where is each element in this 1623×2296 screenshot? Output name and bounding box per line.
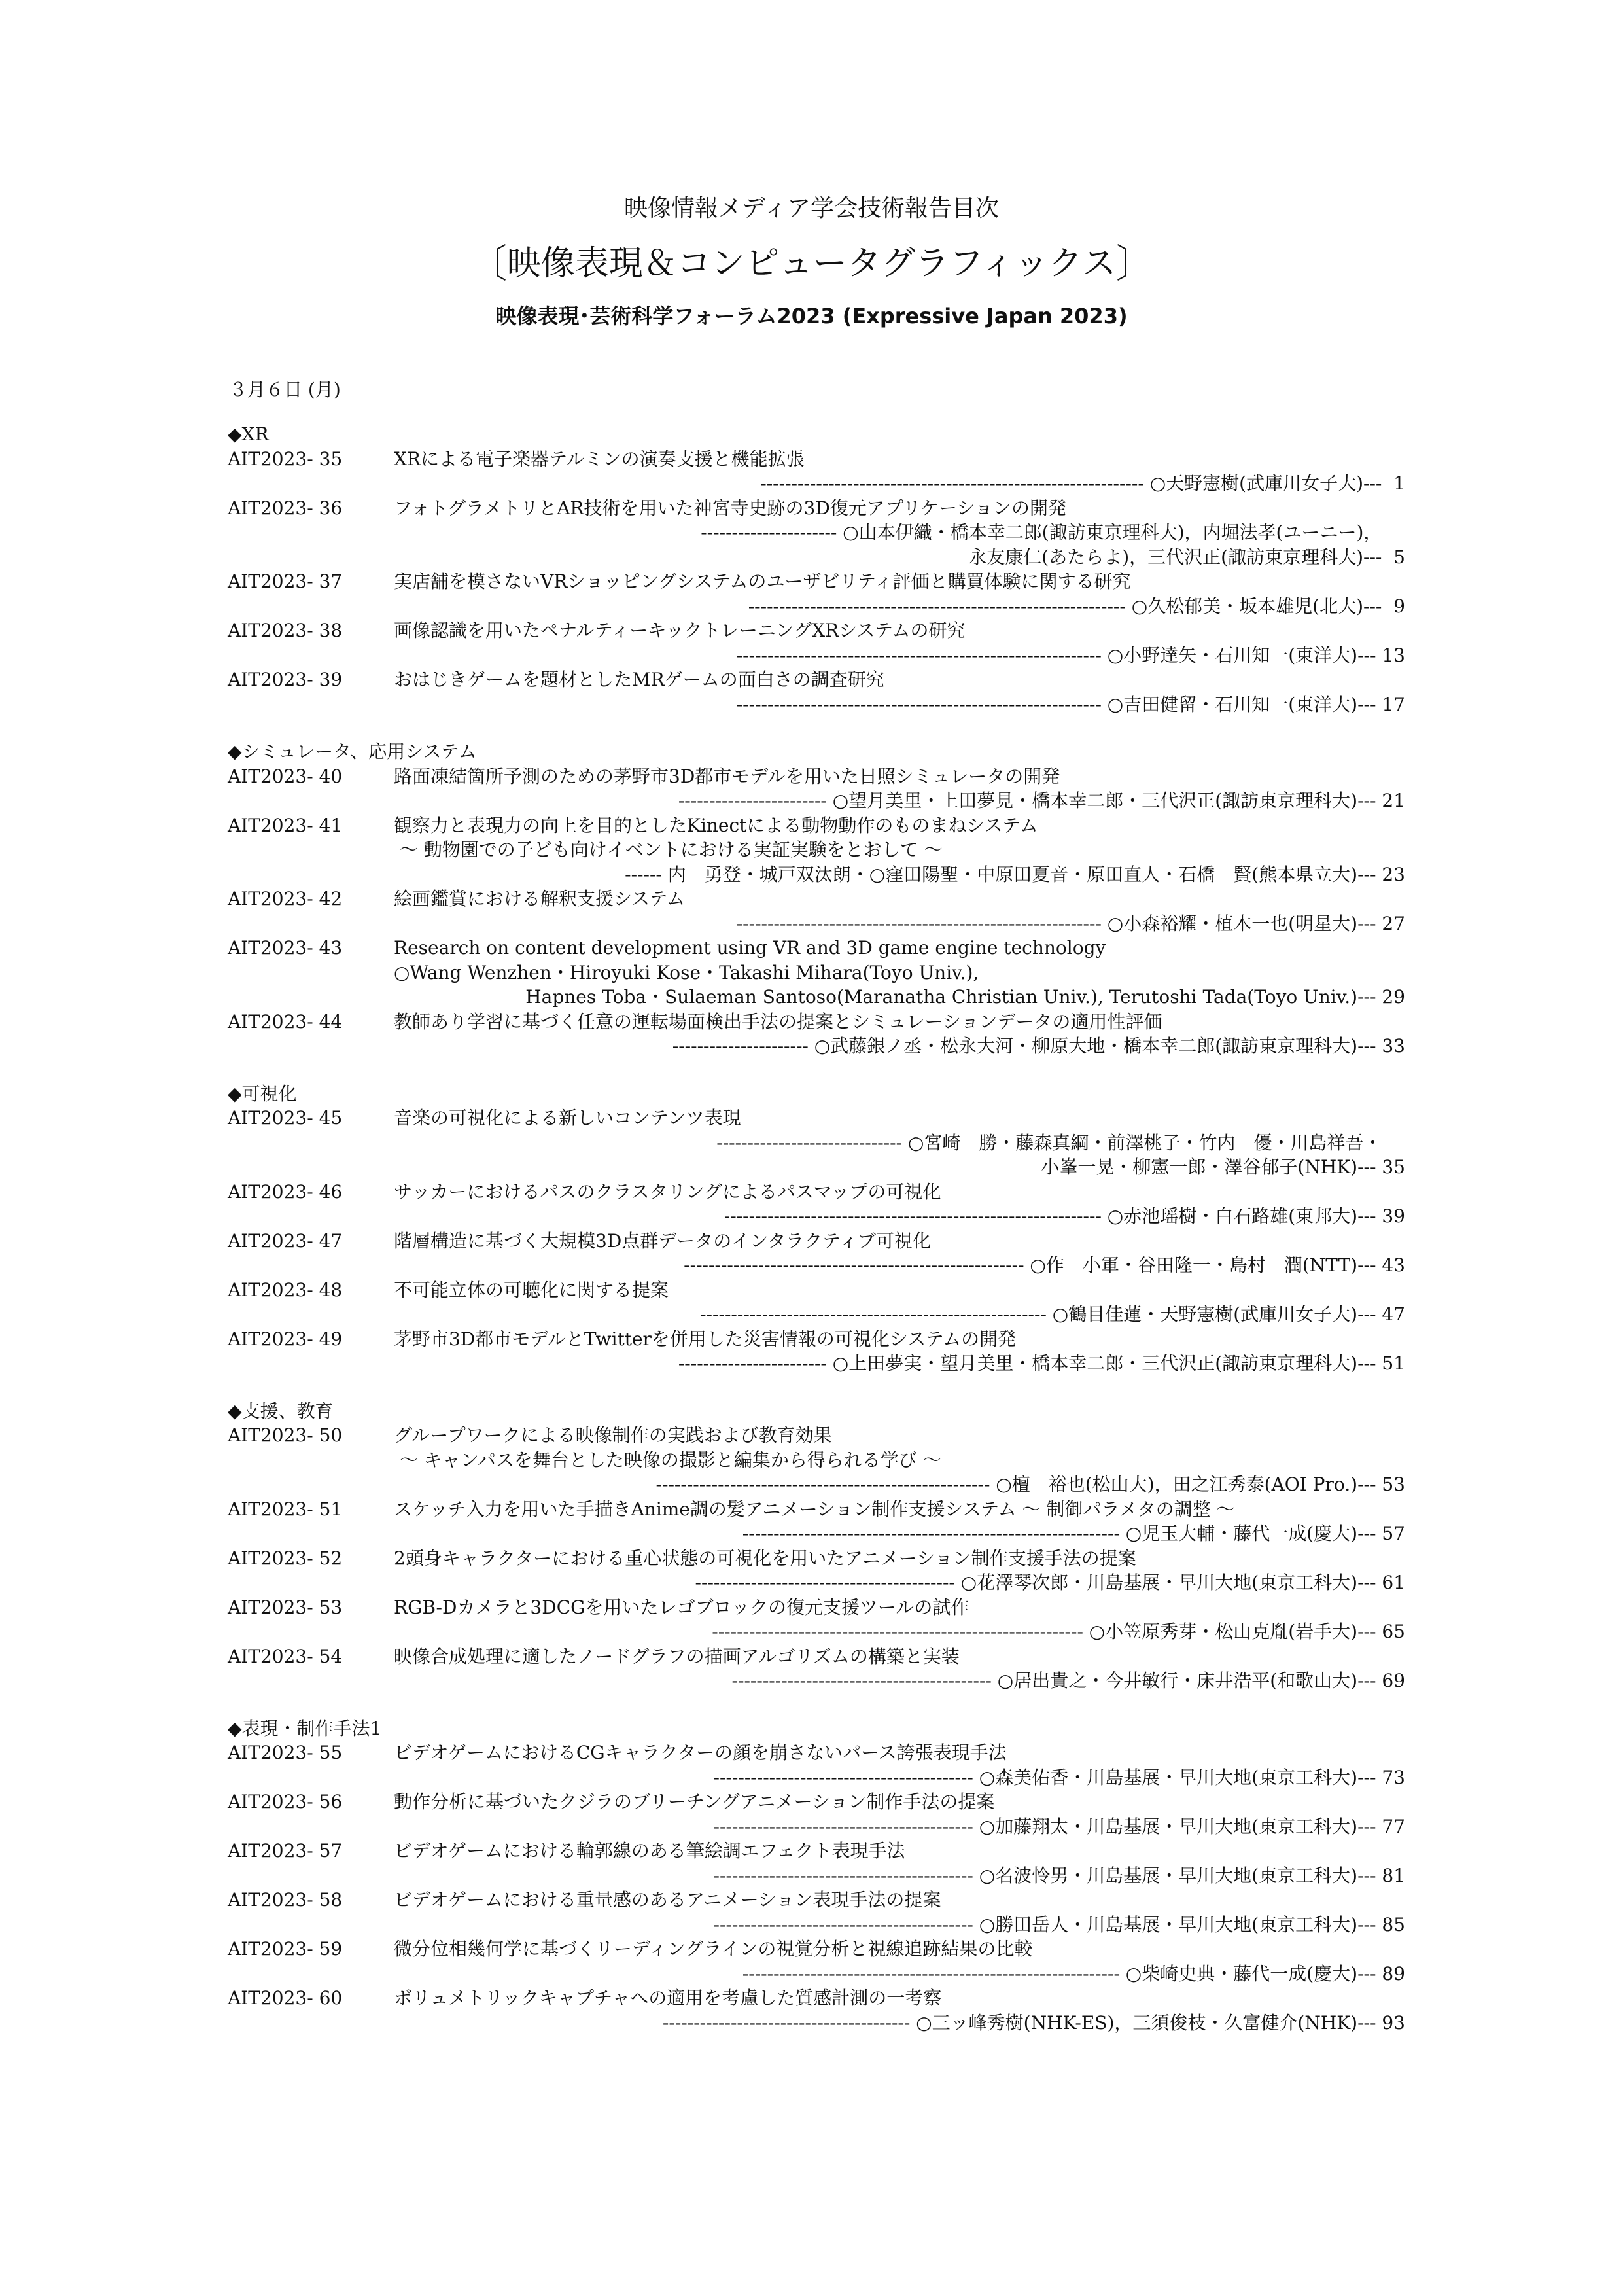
entry-line bbox=[228, 1765, 1405, 1790]
paper-authors: ------------------------------------------------------------- ○児玉大輔・藤代一成(慶大)--- 57 bbox=[742, 1523, 1405, 1544]
entry-line bbox=[228, 1423, 1405, 1448]
toc-entry bbox=[228, 1595, 1405, 1644]
entry-line bbox=[228, 911, 1405, 936]
paper-authors: ------------------------------------------ ○居出貴之・今井敏行・床井浩平(和歌山大)--- 69 bbox=[731, 1670, 1405, 1691]
paper-code: AIT2023- 41 bbox=[228, 814, 343, 836]
paper-title: 階層構造に基づく大規模3D点群データのインタラクティブ可視化 bbox=[394, 1229, 931, 1252]
paper-authors: -------------------------------------------------------------- ○天野憲樹(武庫川女子大)--- 1 bbox=[760, 472, 1405, 494]
toc-entry bbox=[228, 569, 1405, 618]
paper-title: 動作分析に基づいたクジラのブリーチングアニメーション制作手法の提案 bbox=[394, 1791, 995, 1812]
paper-title: RGB-Dカメラと3DCGを用いたレゴブロックの復元支援ツールの試作 bbox=[394, 1596, 969, 1618]
entry-line bbox=[228, 1448, 1405, 1473]
paper-title: グループワークによる映像制作の実践および教育効果 bbox=[394, 1424, 832, 1446]
paper-authors: ------------------------------------------ ○花澤琴次郎・川島基展・早川大地(東京工科大)--- 61 bbox=[695, 1572, 1405, 1593]
toc-entry bbox=[228, 667, 1405, 716]
paper-title: ビデオゲームにおけるCGキャラクターの顔を崩さないパース誇張表現手法 bbox=[394, 1742, 1007, 1763]
section-spacer bbox=[228, 716, 1405, 739]
paper-title: 絵画鑑賞における解釈支援システム bbox=[394, 888, 686, 910]
paper-authors: ------------------------------------------ ○勝田岳人・川島基展・早川大地(東京工科大)--- 85 bbox=[713, 1913, 1405, 1935]
toc-entry bbox=[228, 1327, 1405, 1376]
paper-authors: ------------------------------------------------------ ○檀 裕也(松山大)，田之江秀泰(AOI Pro.)--- 53 bbox=[655, 1474, 1405, 1495]
entry-line bbox=[228, 1278, 1405, 1303]
paper-title: 2頭身キャラクターにおける重心状態の可視化を用いたアニメーション制作支援手法の提案 bbox=[394, 1547, 1136, 1569]
paper-authors: ------------------------------------------ ○名波怜男・川島基展・早川大地(東京工科大)--- 81 bbox=[713, 1864, 1405, 1886]
section-heading: ◆支援、教育 bbox=[228, 1400, 334, 1422]
entry-line bbox=[228, 2011, 1405, 2036]
toc-entry bbox=[228, 1180, 1405, 1229]
paper-code: AIT2023- 48 bbox=[228, 1279, 343, 1301]
paper-authors: ------------------------------ ○宮崎 勝・藤森真綱・前澤桃子・竹内 優・川島祥吾・ bbox=[716, 1131, 1405, 1154]
paper-title: 路面凍結箇所予測のための茅野市3D都市モデルを用いた日照シミュレータの開発 bbox=[394, 765, 1060, 787]
paper-authors: -------------------------------------------------------- ○鶴目佳蓮・天野憲樹(武庫川女子大)--- 47 bbox=[700, 1303, 1405, 1325]
entry-line bbox=[228, 1010, 1405, 1034]
paper-title: 画像認識を用いたペナルティーキックトレーニングXRシステムの研究 bbox=[394, 620, 966, 641]
entry-line bbox=[228, 1937, 1405, 1962]
toc-entry bbox=[228, 1986, 1405, 2035]
paper-code: AIT2023- 46 bbox=[228, 1180, 343, 1203]
paper-title: 教師あり学習に基づく任意の運転場面検出手法の提案とシミュレーションデータの適用性評価 bbox=[394, 1010, 1162, 1033]
entry-line bbox=[228, 692, 1405, 717]
paper-title: ボリュメトリックキャプチャへの適用を考慮した質感計測の一考察 bbox=[394, 1987, 942, 2009]
paper-code: AIT2023- 44 bbox=[228, 1010, 343, 1033]
paper-authors: ------ 内 勇登・城戸双汰朗・○窪田陽聖・中原田夏音・原田直人・石橋 賢(熊本県立大)--- 23 bbox=[625, 863, 1405, 885]
paper-title: おはじきゲームを題材としたMRゲームの面白さの調査研究 bbox=[394, 669, 884, 690]
paper-code: AIT2023- 43 bbox=[228, 937, 343, 959]
paper-code: AIT2023- 37 bbox=[228, 571, 343, 592]
entry-line bbox=[228, 1863, 1405, 1888]
paper-authors: ------------------------------------------ ○森美佑香・川島基展・早川大地(東京工科大)--- 73 bbox=[713, 1766, 1405, 1788]
entry-line bbox=[228, 1106, 1405, 1131]
entry-line bbox=[228, 1351, 1405, 1376]
entry-line bbox=[228, 545, 1405, 570]
toc-entry bbox=[228, 1423, 1405, 1497]
paper-title: Research on content development using VR and 3D game engine technology bbox=[394, 937, 1106, 959]
paper-code: AIT2023- 36 bbox=[228, 497, 343, 519]
toc-entry bbox=[228, 496, 1405, 570]
toc-entry bbox=[228, 1546, 1405, 1595]
paper-authors: 永友康仁(あたらよ)，三代沢正(諏訪東京理科大)--- 5 bbox=[968, 546, 1405, 568]
paper-authors: ---------------------- ○山本伊織・橋本幸二郎(諏訪東京理科大)，内堀法孝(ユーニー)， bbox=[701, 521, 1405, 543]
left-bracket-icon: 〔 bbox=[472, 241, 507, 287]
entry-line bbox=[228, 1497, 1405, 1522]
toc-entry bbox=[228, 1790, 1405, 1839]
paper-authors: Hapnes Toba・Sulaeman Santoso(Maranatha Christian Univ.), Terutoshi Tada(Toyo Univ.)--- 29 bbox=[525, 986, 1405, 1008]
paper-authors: 小峯一晃・柳憲一郎・澤谷郁子(NHK)--- 35 bbox=[1041, 1156, 1405, 1178]
paper-title: ビデオゲームにおける輪郭線のある筆絵調エフェクト表現手法 bbox=[394, 1840, 905, 1862]
paper-authors: ------------------------------------------ ○加藤翔太・川島基展・早川大地(東京工科大)--- 77 bbox=[713, 1815, 1405, 1837]
toc-entry bbox=[228, 1644, 1405, 1693]
paper-code: AIT2023- 42 bbox=[228, 888, 343, 910]
entry-line bbox=[228, 1888, 1405, 1913]
paper-title: 不可能立体の可聴化に関する提案 bbox=[394, 1279, 669, 1301]
paper-authors: ------------------------------------------------------- ○作 小軍・谷田隆一・島村 潤(NTT)--- 43 bbox=[684, 1254, 1405, 1276]
section-heading: ◆XR bbox=[228, 423, 269, 445]
entry-line bbox=[228, 1814, 1405, 1839]
toc-entry bbox=[228, 1839, 1405, 1888]
toc-entry bbox=[228, 1937, 1405, 1986]
entry-line bbox=[228, 1546, 1405, 1571]
entry-line bbox=[228, 1302, 1405, 1327]
paper-title: ビデオゲームにおける重量感のあるアニメーション表現手法の提案 bbox=[394, 1889, 941, 1911]
paper-title: ～ 動物園での子ども向けイベントにおける実証実験をとおして ～ bbox=[394, 839, 943, 860]
entry-line bbox=[228, 447, 1405, 472]
toc-entry bbox=[228, 1229, 1405, 1278]
paper-title: 観察力と表現力の向上を目的としたKinectによる動物動作のものまねシステム bbox=[394, 814, 1038, 836]
entry-line bbox=[228, 764, 1405, 789]
paper-code: AIT2023- 60 bbox=[228, 1987, 343, 2009]
entry-line bbox=[228, 887, 1405, 911]
toc-entry bbox=[228, 1740, 1405, 1790]
paper-code: AIT2023- 47 bbox=[228, 1229, 343, 1252]
subject-text: 映像表現＆コンピュータグラフィックス bbox=[506, 244, 1117, 283]
entry-line bbox=[228, 788, 1405, 813]
entry-line bbox=[228, 1253, 1405, 1278]
entry-line bbox=[228, 1913, 1405, 1937]
entry-line bbox=[228, 1521, 1405, 1546]
paper-authors: ------------------------------------------------------------- ○柴崎史典・藤代一成(慶大)--- 89 bbox=[742, 1962, 1405, 1985]
entry-line bbox=[228, 569, 1405, 594]
paper-code: AIT2023- 40 bbox=[228, 765, 343, 787]
right-bracket-icon: 〕 bbox=[1116, 241, 1151, 287]
paper-code: AIT2023- 50 bbox=[228, 1424, 343, 1446]
paper-title: サッカーにおけるパスのクラスタリングによるパスマップの可視化 bbox=[394, 1180, 941, 1203]
session-date: ３月６日 (月) bbox=[229, 379, 341, 400]
paper-code: AIT2023- 53 bbox=[228, 1596, 343, 1618]
forum-title: 映像表現･芸術科学フォーラム2023 (Expressive Japan 2023) bbox=[495, 304, 1128, 328]
journal-title: 映像情報メディア学会技術報告目次 bbox=[623, 195, 1000, 222]
paper-authors: ○Wang Wenzhen・Hiroyuki Kose・Takashi Mihara(Toyo Univ.), bbox=[394, 961, 979, 983]
entry-line bbox=[228, 496, 1405, 521]
entry-line bbox=[228, 667, 1405, 692]
toc-entry bbox=[228, 1888, 1405, 1937]
entry-line bbox=[228, 1131, 1405, 1156]
paper-title: フォトグラメトリとAR技術を用いた神宮寺史跡の3D復元アプリケーションの開発 bbox=[394, 497, 1066, 519]
entry-line bbox=[228, 520, 1405, 545]
entry-line bbox=[228, 471, 1405, 496]
entry-line bbox=[228, 1229, 1405, 1254]
paper-code: AIT2023- 35 bbox=[228, 448, 343, 470]
table-of-contents bbox=[228, 422, 1405, 2035]
entry-line bbox=[228, 1740, 1405, 1765]
paper-title: 茅野市3D都市モデルとTwitterを併用した災害情報の可視化システムの開発 bbox=[394, 1328, 1017, 1350]
entry-line bbox=[228, 1472, 1405, 1497]
entry-line bbox=[228, 1790, 1405, 1814]
entry-line bbox=[228, 643, 1405, 668]
toc-entry bbox=[228, 1497, 1405, 1546]
toc-entry bbox=[228, 447, 1405, 496]
paper-code: AIT2023- 38 bbox=[228, 620, 343, 641]
paper-code: AIT2023- 59 bbox=[228, 1938, 343, 1960]
entry-line bbox=[228, 1155, 1405, 1180]
paper-title: 微分位相幾何学に基づくリーディングラインの視覚分析と視線追跡結果の比較 bbox=[394, 1938, 1033, 1960]
entry-line bbox=[228, 936, 1405, 961]
paper-code: AIT2023- 51 bbox=[228, 1498, 343, 1520]
entry-line bbox=[228, 813, 1405, 838]
paper-title: XRによる電子楽器テルミンの演奏支援と機能拡張 bbox=[394, 448, 805, 470]
toc-entry bbox=[228, 813, 1405, 887]
toc-entry bbox=[228, 887, 1405, 936]
paper-title: 映像合成処理に適したノードグラフの描画アルゴリズムの構築と実装 bbox=[394, 1645, 960, 1667]
section-heading: ◆可視化 bbox=[228, 1082, 297, 1104]
section-spacer bbox=[228, 1693, 1405, 1716]
paper-code: AIT2023- 52 bbox=[228, 1547, 343, 1569]
entry-line bbox=[228, 1327, 1405, 1352]
paper-title: スケッチ入力を用いた手描きAnime調の髪アニメーション制作支援システム ～ 制御パラメタの調整 ～ bbox=[394, 1498, 1235, 1520]
section-heading: ◆表現・制作手法1 bbox=[228, 1717, 382, 1739]
entry-line bbox=[228, 1180, 1405, 1205]
entry-line bbox=[228, 1962, 1405, 1987]
toc-entry bbox=[228, 1010, 1405, 1059]
paper-authors: ------------------------ ○上田夢実・望月美里・橋本幸二郎・三代沢正(諏訪東京理科大)--- 51 bbox=[678, 1352, 1405, 1374]
entry-line bbox=[228, 1034, 1405, 1059]
entry-line bbox=[228, 862, 1405, 887]
paper-authors: ----------------------------------------------------------- ○小森裕耀・植木一也(明星大)--- 27 bbox=[736, 912, 1405, 934]
toc-entry bbox=[228, 1106, 1405, 1180]
paper-code: AIT2023- 49 bbox=[228, 1328, 343, 1350]
paper-code: AIT2023- 57 bbox=[228, 1840, 343, 1862]
entry-line bbox=[228, 1669, 1405, 1693]
paper-code: AIT2023- 54 bbox=[228, 1645, 343, 1667]
entry-line bbox=[228, 1204, 1405, 1229]
entry-line bbox=[228, 985, 1405, 1010]
entry-line bbox=[228, 1619, 1405, 1644]
toc-entry bbox=[228, 1278, 1405, 1327]
paper-code: AIT2023- 56 bbox=[228, 1791, 343, 1812]
paper-title: 実店舗を模さないVRショッピングシステムのユーザビリティ評価と購買体験に関する研究 bbox=[394, 571, 1131, 592]
toc-entry bbox=[228, 764, 1405, 813]
paper-authors: ---------------------- ○武藤銀ノ丞・松永大河・柳原大地・橋本幸二郎(諏訪東京理科大)--- 33 bbox=[672, 1035, 1405, 1057]
paper-authors: ------------------------------------------------------------ ○小笠原秀芽・松山克胤(岩手大)--- 65 bbox=[712, 1621, 1405, 1642]
paper-authors: ----------------------------------------------------------- ○小野達矢・石川知一(東洋大)--- 13 bbox=[736, 644, 1405, 666]
paper-authors: ------------------------ ○望月美里・上田夢見・橋本幸二郎・三代沢正(諏訪東京理科大)--- 21 bbox=[678, 790, 1405, 811]
paper-code: AIT2023- 39 bbox=[228, 669, 343, 690]
entry-line bbox=[228, 1595, 1405, 1620]
entry-line bbox=[228, 618, 1405, 643]
entry-line bbox=[228, 1839, 1405, 1863]
toc-entry bbox=[228, 936, 1405, 1010]
paper-title: ～ キャンパスを舞台とした映像の撮影と編集から得られる学び ～ bbox=[394, 1449, 941, 1471]
paper-authors: ------------------------------------------------------------- ○久松郁美・坂本雄児(北大)--- 9 bbox=[748, 595, 1405, 617]
section-spacer bbox=[228, 1376, 1405, 1399]
entry-line bbox=[228, 961, 1405, 985]
toc-entry bbox=[228, 618, 1405, 667]
paper-authors: ---------------------------------------- ○三ッ峰秀樹(NHK-ES)，三須俊枝・久富健介(NHK)--- 93 bbox=[662, 2011, 1405, 2034]
entry-line bbox=[228, 838, 1405, 862]
paper-code: AIT2023- 58 bbox=[228, 1889, 343, 1911]
section-spacer bbox=[228, 1059, 1405, 1082]
paper-authors: ------------------------------------------------------------- ○赤池瑶樹・白石路雄(東邦大)--- 39 bbox=[724, 1205, 1405, 1227]
paper-code: AIT2023- 45 bbox=[228, 1107, 343, 1129]
subject-title bbox=[0, 236, 1623, 285]
entry-line bbox=[228, 1644, 1405, 1669]
entry-line bbox=[228, 1570, 1405, 1595]
entry-line bbox=[228, 594, 1405, 619]
paper-authors: ----------------------------------------------------------- ○吉田健留・石川知一(東洋大)--- 17 bbox=[736, 693, 1405, 715]
paper-title: 音楽の可視化による新しいコンテンツ表現 bbox=[394, 1107, 741, 1129]
entry-line bbox=[228, 1986, 1405, 2011]
section-heading: ◆シミュレータ、応用システム bbox=[228, 741, 477, 762]
paper-code: AIT2023- 55 bbox=[228, 1742, 343, 1763]
